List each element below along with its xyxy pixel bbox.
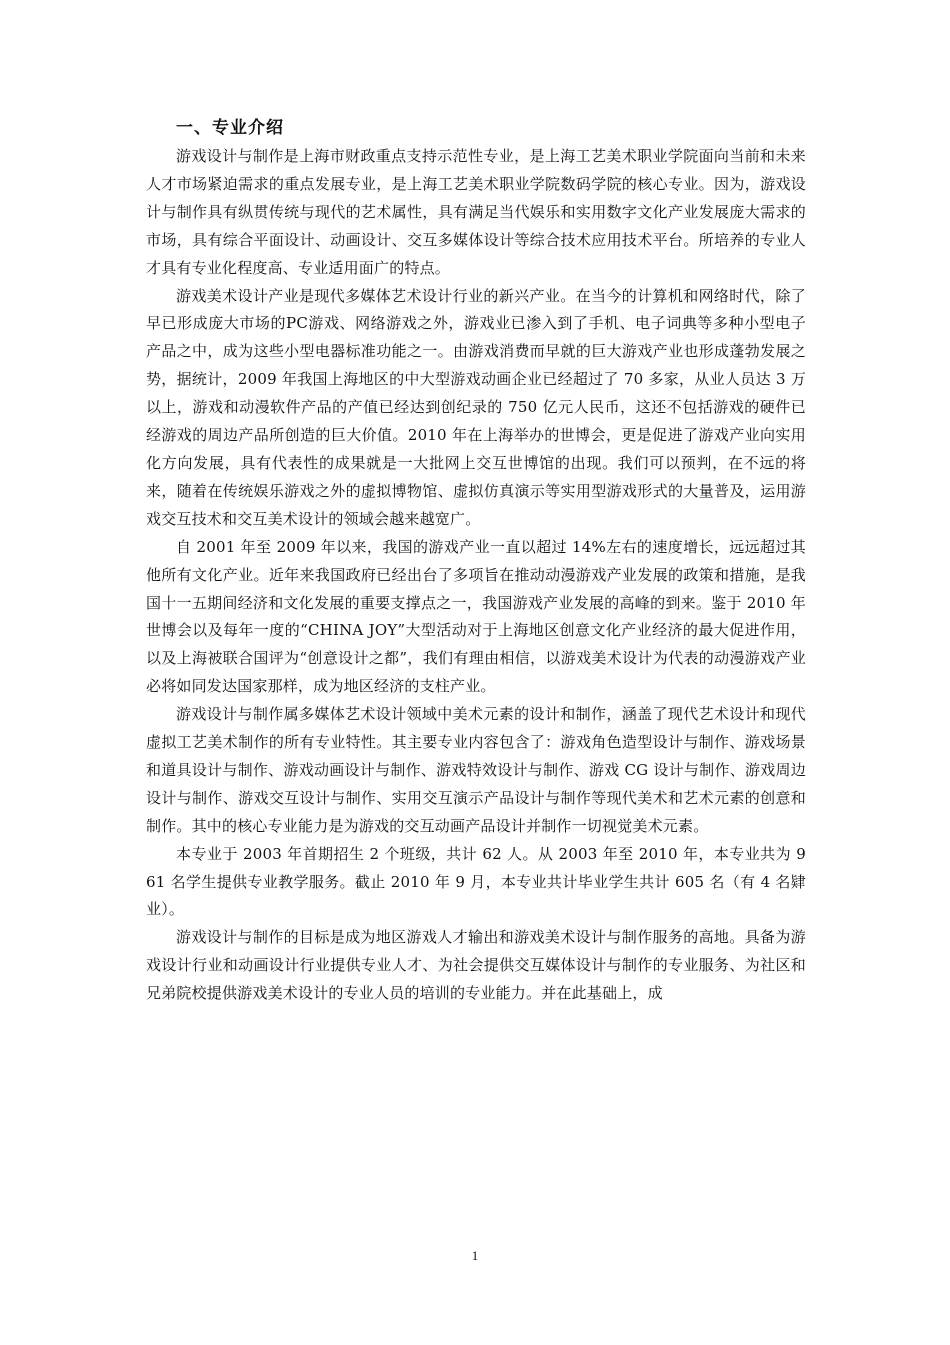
page-number: 1	[471, 1248, 479, 1263]
paragraph-intro: 游戏设计与制作是上海市财政重点支持示范性专业，是上海工艺美术职业学院面向当前和未来人才市场紧迫需求的重点发展专业，是上海工艺美术职业学院数码学院的核心专业。因为，游戏设计与制作具有纵贯传统与现代的艺术属性，具有满足当代娱乐和实用数字文化产业发展庞大需求的市场，具有综合平面设计、动画设计、交互多媒体设计等综合技术应用技术平台。所培养的专业人才具有专业化程度高、专业适用面广的特点。	[146, 147, 806, 277]
paragraph-goal: 游戏设计与制作的目标是成为地区游戏人才输出和游戏美术设计与制作服务的高地。具备为游戏设计行业和动画设计行业提供专业人才、为社会提供交互媒体设计与制作的专业服务、为社区和兄弟院校提供游戏美术设计的专业人员的培训的专业能力。并在此基础上，成	[146, 928, 806, 1003]
paragraph-scope: 游戏设计与制作属多媒体艺术设计领域中美术元素的设计和制作，涵盖了现代艺术设计和现代虚拟工艺美术制作的所有专业特性。其主要专业内容包含了：游戏角色造型设计与制作、游戏场景和道具设计与制作、游戏动画设计与制作、游戏特效设计与制作、游戏 CG 设计与制作、游戏周边设计与制作、游戏交互设计与制作、实用交互演示产品设计与制作等现代美术和艺术元素的创意和制作。其中的核心专业能力是为游戏的交互动画产品设计并制作一切视觉美术元素。	[146, 705, 806, 835]
paragraph-industry: 游戏美术设计产业是现代多媒体艺术设计行业的新兴产业。在当今的计算机和网络时代，除了早已形成庞大市场的PC游戏、网络游戏之外，游戏业已渗入到了手机、电子词典等多种小型电子产品之中，成为这些小型电器标准功能之一。由游戏消费而早就的巨大游戏产业也形成蓬勃发展之势，据统计，2009 年我国上海地区的中大型游戏动画企业已经超过了 70 多家，从业人员达 3 万以上，游戏和动漫软件产品的产值已经达到创纪录的 750 亿元人民币，这还不包括游戏的硬件已经游戏的周边产品所创造的巨大价值。2010 年在上海举办的世博会，更是促进了游戏产业向实用化方向发展，具有代表性的成果就是一大批网上交互世博馆的出现。我们可以预判，在不远的将来，随着在传统娱乐游戏之外的虚拟博物馆、虚拟仿真演示等实用型游戏形式的大量普及，运用游戏交互技术和交互美术设计的领域会越来越宽广。	[146, 286, 806, 528]
section-heading: 一、专业介绍	[176, 118, 284, 138]
page-content	[146, 113, 806, 1008]
paragraph-growth: 自 2001 年至 2009 年以来，我国的游戏产业一直以超过 14%左右的速度增长，远远超过其他所有文化产业。近年来我国政府已经出台了多项旨在推动动漫游戏产业发展的政策和措施，是我国十一五期间经济和文化发展的重要支撑点之一，我国游戏产业发展的高峰的到来。鉴于 2010 年世博会以及每年一度的“CHINA JOY”大型活动对于上海地区创意文化产业经济的最大促进作用，以及上海被联合国评为“创意设计之都”，我们有理由相信，以游戏美术设计为代表的动漫游戏产业必将如同发达国家那样，成为地区经济的支柱产业。	[146, 537, 806, 696]
paragraph-enrollment: 本专业于 2003 年首期招生 2 个班级，共计 62 人。从 2003 年至 2010 年，本专业共为 961 名学生提供专业教学服务。截止 2010 年 9 月，本专业共计毕业学生共计 605 名（有 4 名肄业）。	[146, 844, 806, 919]
